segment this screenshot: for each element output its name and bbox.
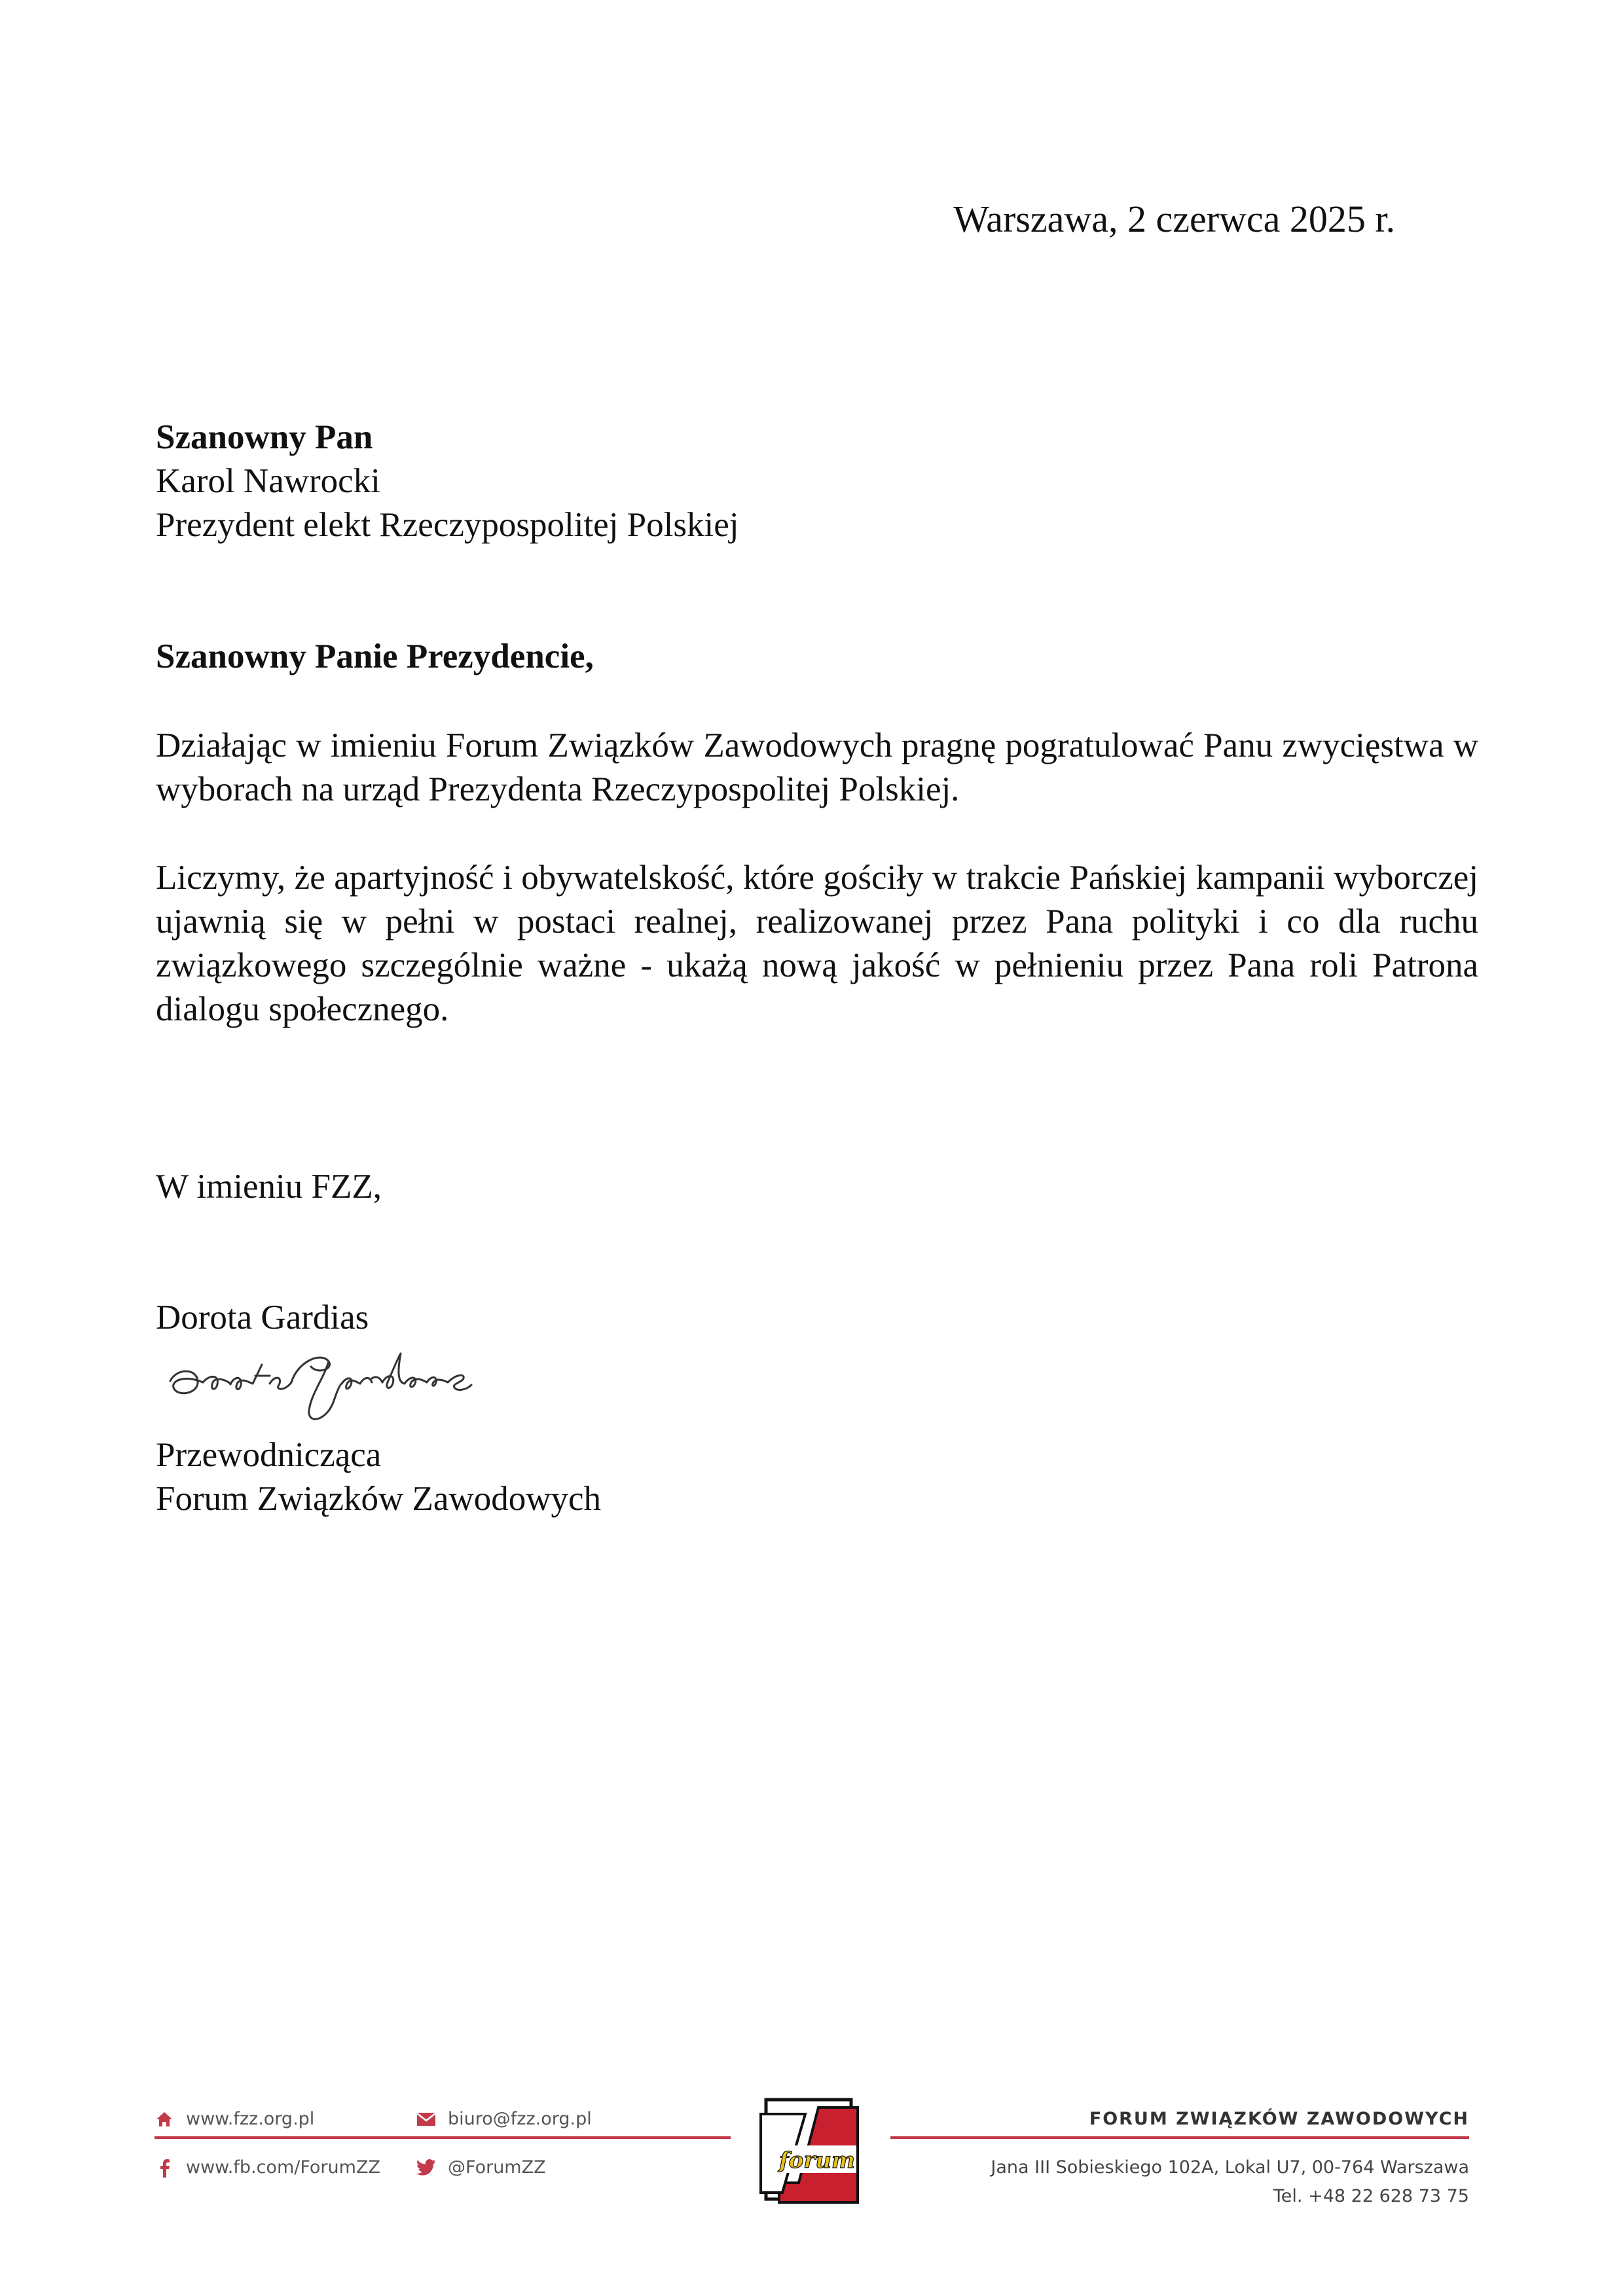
recipient-title: Prezydent elekt Rzeczypospolitej Polskiej: [156, 506, 739, 544]
footer-org-name: FORUM ZWIĄZKÓW ZAWODOWYCH: [1089, 2109, 1469, 2129]
signer-details: [156, 1433, 1478, 1521]
salutation: Szanowny Panie Prezydencie,: [156, 637, 594, 675]
footer-email-text: biuro@fzz.org.pl: [448, 2109, 592, 2129]
signer-name: Dorota Gardias: [156, 1299, 369, 1336]
recipient-greeting: Szanowny Pan: [156, 418, 373, 456]
footer-twitter-text: @ForumZZ: [448, 2157, 546, 2178]
mail-icon: [416, 2109, 436, 2129]
footer-email[interactable]: [416, 2109, 592, 2129]
footer-website[interactable]: [155, 2109, 314, 2129]
paragraph-1: Działając w imieniu Forum Związków Zawodowych pragnę pogratulować Panu zwycięstwa w wyborach na urząd Prezydenta Rzeczypospolitej Polskiej.: [156, 726, 1478, 808]
home-icon: [155, 2109, 174, 2129]
handwritten-signature: [157, 1335, 484, 1433]
facebook-icon: [155, 2158, 174, 2178]
signer-role: Przewodnicząca: [156, 1436, 382, 1474]
footer-website-text: www.fzz.org.pl: [186, 2109, 315, 2129]
letterhead-footer: [0, 2094, 1623, 2251]
recipient-name: Karol Nawrocki: [156, 462, 380, 500]
fzz-logo: [753, 2094, 864, 2206]
footer-address: Jana III Sobieskiego 102A, Lokal U7, 00-764 Warszawa: [991, 2157, 1469, 2178]
letter-date: Warszawa, 2 czerwca 2025 r.: [953, 198, 1395, 240]
twitter-icon: [416, 2158, 436, 2178]
footer-facebook[interactable]: [155, 2157, 380, 2178]
paragraph-2: Liczymy, że apartyjność i obywatelskość, które gościły w trakcie Pańskiej kampanii wyborczej ujawnią się w pełni w postaci realnej, realizowanej przez Pana polityki i co dla ruchu związkowego szczególnie ważne - ukażą nową jakość w pełnieniu przez Pana roli Patrona dialogu społecznego.: [156, 859, 1478, 1028]
footer-facebook-text: www.fb.com/ForumZZ: [186, 2157, 380, 2178]
footer-twitter[interactable]: [416, 2157, 546, 2178]
closing: W imieniu FZZ,: [156, 1168, 382, 1206]
signer-organization: Forum Związków Zawodowych: [156, 1480, 602, 1518]
footer-phone: Tel. +48 22 628 73 75: [1273, 2186, 1469, 2206]
recipient-block: [156, 416, 1478, 547]
footer-rule-left: [155, 2136, 731, 2139]
logo-text: forum: [779, 2147, 855, 2174]
footer-rule-right: [890, 2136, 1469, 2139]
